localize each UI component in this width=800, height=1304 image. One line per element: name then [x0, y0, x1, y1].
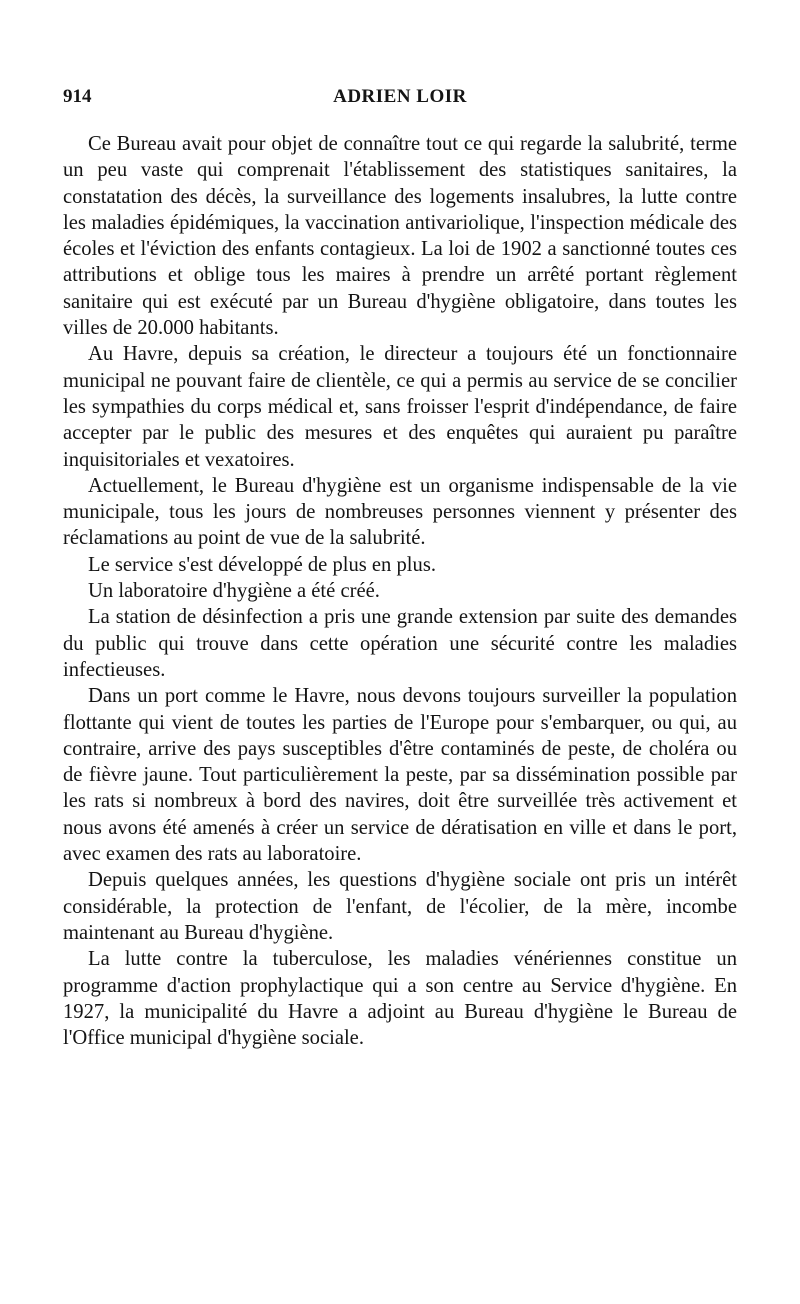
- paragraph-service-developed: Le service s'est développé de plus en plus.: [88, 553, 436, 576]
- running-head: ADRIEN LOIR: [333, 86, 467, 107]
- paragraph-social-hygiene: Depuis quelques années, les questions d'hygiène sociale ont pris un intérêt considérable, la protection de l'enfant, de l'écolier, de la mère, incombe maintenant au Bureau d'hygiène.: [63, 869, 737, 944]
- paragraph-laboratory: Un laboratoire d'hygiène a été créé.: [88, 580, 380, 603]
- paragraph-havre-director: Au Havre, depuis sa création, le directeur a toujours été un fonctionnaire municipal ne pouvant faire de clientèle, ce qui a permis au service de se concilier les sympathies du corps médical et, sans froisser l'esprit d'indépendance, de faire accepter par le public des mesures et des enquêtes qui auraient pu paraître inquisitoriales et vexatoires.: [63, 343, 737, 471]
- page-number: 914: [63, 86, 92, 107]
- paragraph-port-surveillance: Dans un port comme le Havre, nous devons toujours surveiller la population flottante qui vient de toutes les parties de l'Europe pour s'embarquer, ou qui, au contraire, arrive des pays susceptibles d'être contaminés de peste, de choléra ou de fièvre jaune. Tout particulièrement la peste, par sa dissémination possible par les rats si nombreux à bord des navires, doit être surveillée très activement et nous avons été amenés à créer un service de dératisation en ville et dans le port, avec examen des rats au laboratoire.: [63, 685, 737, 866]
- page-header: [63, 86, 737, 114]
- paragraph-tuberculosis: La lutte contre la tuberculose, les maladies vénériennes constitue un programme d'action prophylactique qui a son centre au Service d'hygiène. En 1927, la municipalité du Havre a adjoint au Bureau d'hygiène le Bureau de l'Office municipal d'hygiène sociale.: [63, 948, 737, 1050]
- body-text: [63, 131, 737, 1051]
- paragraph-organisme: Actuellement, le Bureau d'hygiène est un organisme indispensable de la vie municipale, tous les jours de nombreuses personnes viennent y présenter des réclamations au point de vue de la salubrité.: [63, 474, 737, 550]
- paragraph-disinfection: La station de désinfection a pris une grande extension par suite des demandes du public qui trouve dans cette opération une sécurité contre les maladies infectieuses.: [63, 606, 737, 681]
- paragraph-bureau-purpose: Ce Bureau avait pour objet de connaître tout ce qui regarde la salubrité, terme un peu vaste qui comprenait l'établissement des statistiques sanitaires, la constatation des décès, la surveillance des logements insalubres, la lutte contre les maladies épidémiques, la vaccination antivariolique, l'inspection médicale des écoles et l'éviction des enfants contagieux. La loi de 1902 a sanctionné toutes ces attributions et oblige tous les maires à prendre un arrêté portant règlement sanitaire qui est exécuté par un Bureau d'hygiène obligatoire, dans toutes les villes de 20.000 habitants.: [63, 133, 737, 340]
